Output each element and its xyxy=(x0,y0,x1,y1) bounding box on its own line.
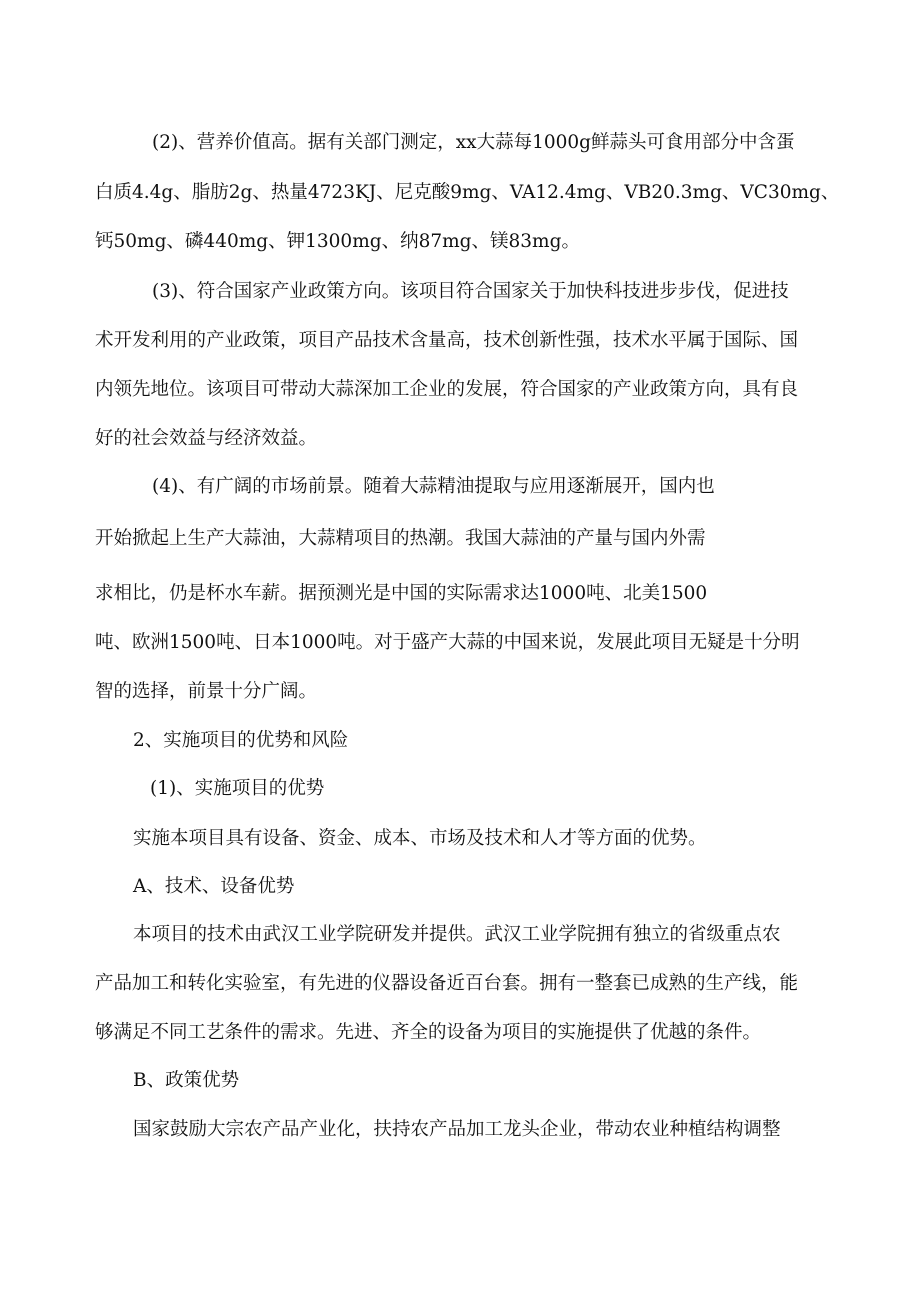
paragraph-a-line-2: 产品加工和转化实验室，有先进的仪器设备近百台套。拥有一整套已成熟的生产线，能 xyxy=(95,973,799,994)
heading-b-policy: B、政策优势 xyxy=(133,1070,240,1091)
subsection-heading-1: (1)、实施项目的优势 xyxy=(150,778,325,799)
paragraph-4-line-1: (4)、有广阔的市场前景。随着大蒜精油提取与应用逐渐展开，国内也 xyxy=(152,476,715,497)
paragraph-2-line-2: 白质4.4g、脂肪2g、热量4723KJ、尼克酸9mg、VA12.4mg、VB20.3mg、VC30mg、 xyxy=(95,182,840,203)
heading-a-technology-equipment: A、技术、设备优势 xyxy=(133,876,295,897)
paragraph-b-line-1: 国家鼓励大宗农产品产业化，扶持农产品加工龙头企业，带动农业种植结构调整 xyxy=(133,1119,781,1140)
paragraph-3-line-2: 术开发利用的产业政策，项目产品技术含量高，技术创新性强，技术水平属于国际、国 xyxy=(95,330,799,351)
paragraph-3-line-3: 内领先地位。该项目可带动大蒜深加工企业的发展，符合国家的产业政策方向，具有良 xyxy=(95,379,799,400)
paragraph-4-line-3: 求相比，仍是杯水车薪。据预测光是中国的实际需求达1000吨、北美1500 xyxy=(95,583,708,604)
paragraph-3-line-4: 好的社会效益与经济效益。 xyxy=(95,428,318,449)
advantages-intro: 实施本项目具有设备、资金、成本、市场及技术和人才等方面的优势。 xyxy=(133,828,707,849)
paragraph-a-line-3: 够满足不同工艺条件的需求。先进、齐全的设备为项目的实施提供了优越的条件。 xyxy=(95,1022,762,1043)
paragraph-2-line-1: (2)、营养价值高。据有关部门测定，xx大蒜每1000g鲜蒜头可食用部分中含蛋 xyxy=(152,132,795,153)
paragraph-3-line-1: (3)、符合国家产业政策方向。该项目符合国家关于加快科技进步步伐，促进技 xyxy=(152,281,789,302)
paragraph-4-line-2: 开始掀起上生产大蒜油，大蒜精项目的热潮。我国大蒜油的产量与国内外需 xyxy=(95,528,706,549)
paragraph-4-line-5: 智的选择，前景十分广阔。 xyxy=(95,681,318,702)
paragraph-4-line-4: 吨、欧洲1500吨、日本1000吨。对于盛产大蒜的中国来说，发展此项目无疑是十分明 xyxy=(95,632,800,653)
paragraph-a-line-1: 本项目的技术由武汉工业学院研发并提供。武汉工业学院拥有独立的省级重点农 xyxy=(133,924,781,945)
paragraph-2-line-3: 钙50mg、磷440mg、钾1300mg、纳87mg、镁83mg。 xyxy=(95,231,580,252)
section-heading-2: 2、实施项目的优势和风险 xyxy=(133,730,349,751)
